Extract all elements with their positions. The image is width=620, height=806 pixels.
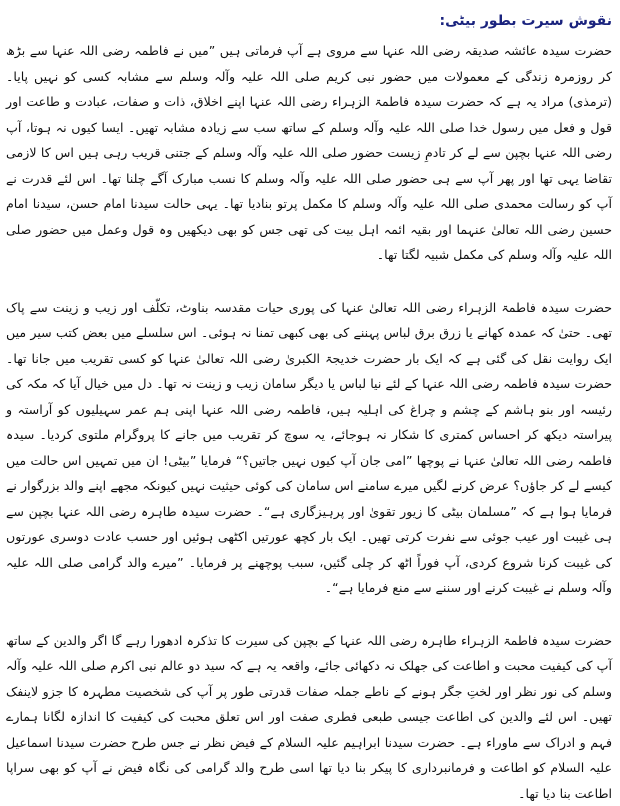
paragraph-spacer <box>6 268 612 295</box>
section-heading: نقوش سیرت بطور بیٹی: <box>6 6 612 36</box>
paragraph-simplicity: حضرت سیدہ فاطمۃ الزہراء رضی اللہ تعالیٰ عنہا کی پوری حیات مقدسہ بناوٹ، تکلّف اور زیب و زینت سے پاک تھی۔ حتیٰ کہ عمدہ کھانے یا زرق برق لباس پہننے کی بھی کبھی تمنا نہ ہوئی۔ اس سلسلے میں بعض کتب سیر میں ایک روایت نقل کی گئی ہے کہ ایک بار حضرت خدیجۃ الکبریٰ رضی اللہ تعالیٰ عنہا کو کسی تقریب میں جانا تھا۔ حضرت سیدہ فاطمہ رضی اللہ عنہا کے لئے نیا لباس یا دیگر سامان زیب و زینت نہ تھا۔ دل میں خیال آیا کہ مکہ کی رئیسہ اور بنو ہاشم کے چشم و چراغ کی اہلیہ ہیں، فاطمہ رضی اللہ عنہا اپنی ہم عمر سہیلیوں کو آراستہ و پیراستہ دیکھ کر احساس کمتری کا شکار نہ ہوجائے، یہ سوچ کر تقریب میں جانے کا پروگرام ملتوی کردیا۔ سیدہ فاطمہ رضی اللہ تعالیٰ عنہا نے پوچھا ”امی جان آپ کیوں نہیں جاتیں؟“ فرمایا ”بیٹی! ان میں تمہیں اس حالت میں کیسے لے کر جاؤں؟ عرض کرنے لگیں میرے سامنے اس سامان کی کوئی حیثیت نہیں کیونکہ مجھے اپنے والد بزرگوار نے فرمایا ہوا ہے کہ ”مسلمان بیٹی کا زیور تقویٰ اور پرہیزگاری ہے“۔ حضرت سیدہ طاہرہ رضی اللہ عنہا بچپن سے ہی غیبت اور عیب جوئی سے نفرت کرتی تھیں۔ ایک بار کچھ عورتیں اکٹھی ہوئیں اور حسب عادت دوسری عورتوں کی غیبت کرنا شروع کردی، آپ فوراً اٹھ کر چلی گئیں، سبب پوچھنے پر فرمایا۔ ”میرے والد گرامی صلی اللہ علیہ وآلہ وسلم نے غیبت کرنے اور سننے سے منع فرمایا ہے“۔ <box>6 295 612 601</box>
paragraph-daughter-resemblance: حضرت سیدہ عائشہ صدیقہ رضی اللہ عنہا سے مروی ہے آپ فرماتی ہیں ”میں نے فاطمہ رضی اللہ عنہا سے بڑھ کر روزمرہ زندگی کے معمولات میں حضور نبی کریم صلی اللہ علیہ وآلہ وسلم سے مشابہ کسی کو نہیں پایا۔ (ترمذی) مراد یہ ہے کہ حضرت سیدہ فاطمۃ الزہراء رضی اللہ عنہا اپنے اخلاق، ذات و صفات، عبادت و طاعت اور قول و فعل میں رسول خدا صلی اللہ علیہ وآلہ وسلم کے ساتھ سب سے زیادہ مشابہ تھیں۔ ایسا کیوں نہ ہوتا، آپ رضی اللہ عنہا بچپن سے لے کر تادمِ زیست حضور صلی اللہ علیہ وآلہ وسلم کے جتنی قریب رہی ہیں اس کا لازمی تقاضا یہی تھا اور پھر آپ سے ہی حضور صلی اللہ علیہ وآلہ وسلم کا نسب مبارک آگے چلنا تھا۔ اس لئے قدرت نے آپ کو رسالت محمدی صلی اللہ علیہ وآلہ وسلم کا مکمل پرتو بنادیا تھا۔ یہی حالت سیدنا امام حسن، سیدنا امام حسین رضی اللہ تعالیٰ عنہما اور بقیہ ائمہ اہل بیت کی تھی جس کو بھی دیکھیں وہ قول وعمل میں حضور صلی اللہ علیہ وآلہ وسلم کی مکمل شبیہ لگتا تھا۔ <box>6 38 612 268</box>
paragraph-obedience: حضرت سیدہ فاطمۃ الزہراء طاہرہ رضی اللہ عنہا کے بچپن کی سیرت کا تذکرہ ادھورا رہے گا اگر والدین کے ساتھ آپ کی کیفیت محبت و اطاعت کی جھلک نہ دکھائی جائے، واقعہ یہ ہے کہ سید دو عالم نبی اکرم صلی اللہ علیہ وآلہ وسلم کی نور نظر اور لختِ جگر ہونے کے ناطے جملہ صفات قدرتی طور پر آپ کی شخصیت مطہرہ کا جزو لاینفک تھیں۔ اس لئے والدین کی اطاعت جیسی طبعی فطری صفت اور اس تعلق محبت کی کیفیت کا اندازہ لگانا ہمارے فہم و ادراک سے ماوراء ہے۔ حضرت سیدنا ابراہیم علیہ السلام کے فیض نظر نے جس طرح حضرت سیدنا اسماعیل علیہ السلام کو اطاعت و فرمانبرداری کا پیکر بنا دیا تھا اسی طرح والد گرامی کی نگاہ فیض نے آپ کو بھی سراپا اطاعت بنا دیا تھا۔ <box>6 628 612 806</box>
paragraph-spacer <box>6 601 612 628</box>
document-page <box>6 2 612 678</box>
